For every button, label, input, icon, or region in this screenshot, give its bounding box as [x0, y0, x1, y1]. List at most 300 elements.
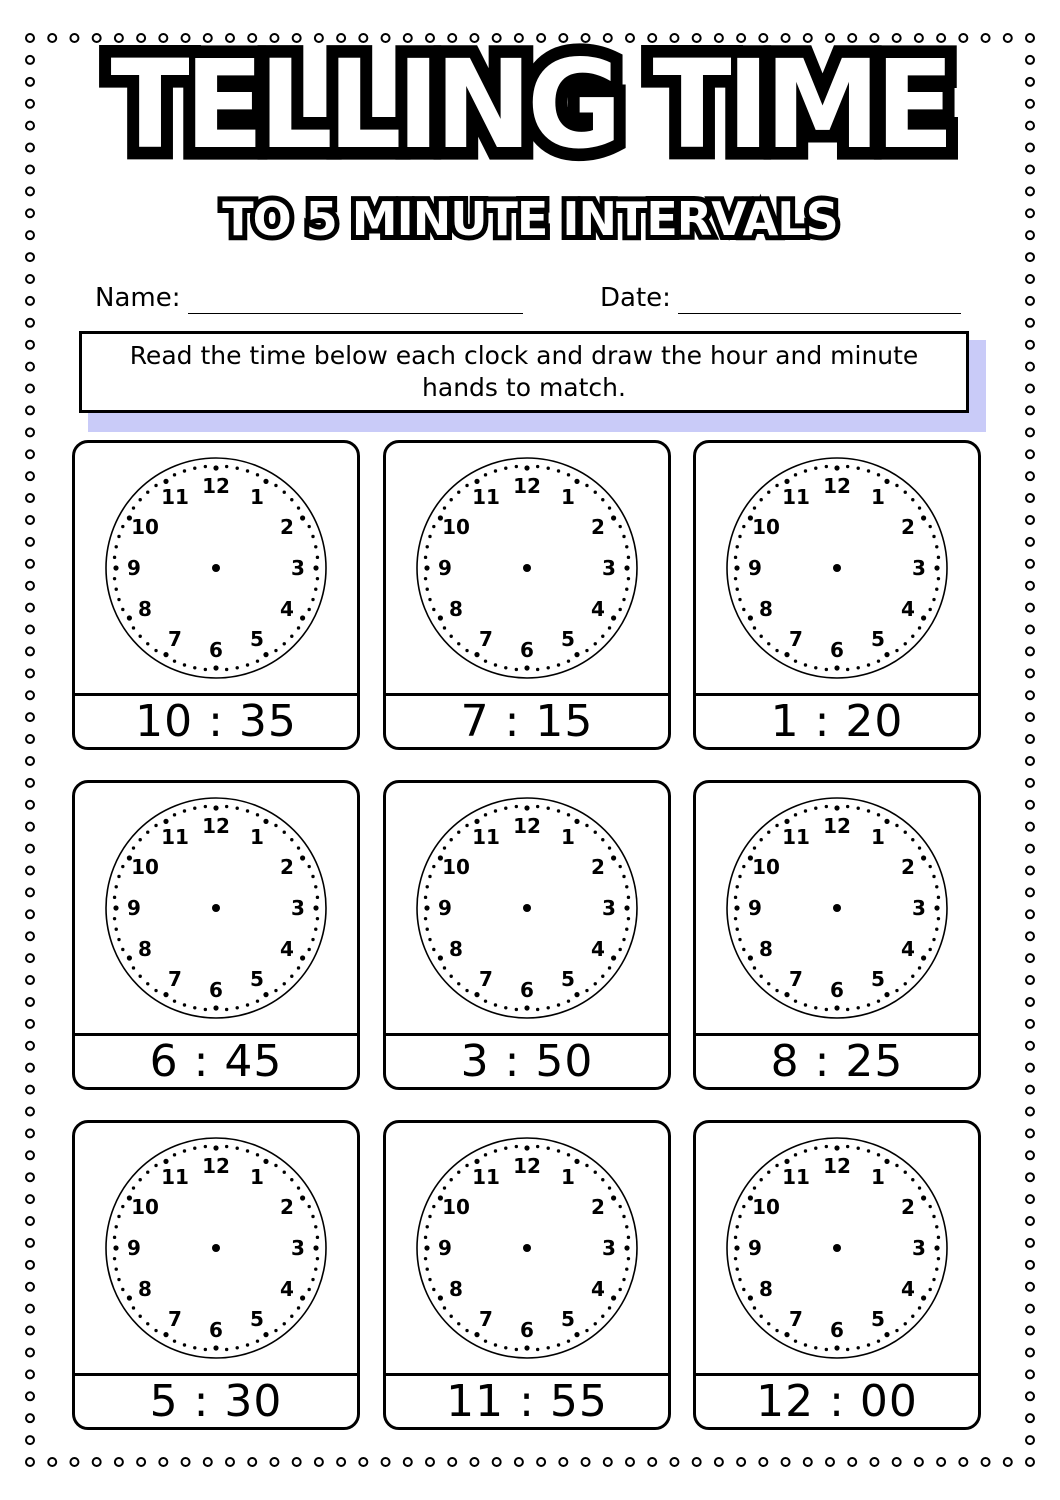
minute-tick — [183, 1003, 186, 1006]
minute-tick — [154, 1329, 157, 1332]
hour-tick — [424, 905, 429, 910]
minute-tick — [428, 1215, 431, 1218]
clock-number: 12 — [202, 1154, 230, 1178]
hour-tick — [213, 465, 218, 470]
minute-tick — [515, 1145, 518, 1148]
clock-number: 10 — [131, 1195, 159, 1219]
minute-tick — [585, 1164, 588, 1167]
clock-number: 4 — [901, 597, 915, 621]
minute-tick — [618, 608, 621, 611]
minute-tick — [424, 1236, 427, 1239]
hour-tick — [127, 1295, 132, 1300]
minute-tick — [117, 598, 120, 601]
minute-tick — [193, 1147, 196, 1150]
minute-tick — [935, 588, 938, 591]
minute-tick — [904, 830, 907, 833]
hour-tick — [300, 955, 305, 960]
minute-tick — [734, 1257, 737, 1260]
name-line[interactable] — [188, 313, 523, 314]
minute-tick — [911, 975, 914, 978]
minute-tick — [557, 1149, 560, 1152]
minute-tick — [738, 875, 741, 878]
hour-tick — [213, 1005, 218, 1010]
minute-tick — [256, 1339, 259, 1342]
minute-tick — [567, 1339, 570, 1342]
minute-tick — [904, 490, 907, 493]
minute-tick — [736, 928, 739, 931]
clock-number: 5 — [871, 627, 885, 652]
time-label: 1 : 20 — [770, 696, 904, 747]
minute-tick — [449, 1315, 452, 1318]
clock-number: 1 — [250, 1164, 264, 1189]
minute-tick — [547, 1006, 550, 1009]
minute-tick — [113, 896, 116, 899]
clock-number: 4 — [280, 597, 294, 621]
clock-number: 4 — [901, 937, 915, 961]
clock-number: 1 — [871, 484, 885, 509]
clock-drawing-area[interactable] — [696, 783, 978, 1033]
minute-tick — [146, 1170, 149, 1173]
minute-tick — [316, 896, 319, 899]
minute-tick — [428, 875, 431, 878]
hour-tick — [113, 905, 118, 910]
minute-tick — [274, 649, 277, 652]
clock-number: 1 — [250, 824, 264, 849]
minute-tick — [443, 966, 446, 969]
hour-tick — [300, 1295, 305, 1300]
hour-tick — [263, 1159, 268, 1164]
minute-tick — [183, 1343, 186, 1346]
minute-tick — [426, 545, 429, 548]
clock-number: 9 — [748, 896, 762, 920]
minute-tick — [121, 608, 124, 611]
minute-tick — [937, 1236, 940, 1239]
minute-tick — [113, 556, 116, 559]
hour-tick — [574, 819, 579, 824]
time-box — [386, 693, 668, 747]
minute-tick — [246, 809, 249, 812]
clock-number: 10 — [131, 515, 159, 539]
minute-tick — [734, 1236, 737, 1239]
clock-number: 6 — [209, 638, 223, 662]
minute-tick — [297, 1306, 300, 1309]
minute-tick — [928, 1288, 931, 1291]
minute-tick — [154, 824, 157, 827]
hour-tick — [574, 652, 579, 657]
clock-number: 9 — [127, 556, 141, 580]
minute-tick — [173, 659, 176, 662]
clock-number: 3 — [602, 1236, 616, 1260]
hour-tick — [300, 615, 305, 620]
minute-tick — [494, 469, 497, 472]
clock-number: 7 — [789, 1307, 803, 1332]
minute-tick — [504, 467, 507, 470]
minute-tick — [307, 1205, 310, 1208]
minute-tick — [928, 608, 931, 611]
minute-tick — [742, 865, 745, 868]
minute-tick — [804, 1149, 807, 1152]
hour-tick — [313, 905, 318, 910]
hour-tick — [524, 665, 529, 670]
clock-drawing-area[interactable] — [696, 1123, 978, 1373]
minute-tick — [154, 649, 157, 652]
hour-tick — [748, 955, 753, 960]
minute-tick — [804, 809, 807, 812]
minute-tick — [274, 1164, 277, 1167]
minute-tick — [594, 1170, 597, 1173]
minute-tick — [225, 668, 228, 671]
clock-number: 4 — [280, 937, 294, 961]
clock-number: 12 — [823, 1154, 851, 1178]
minute-tick — [225, 1145, 228, 1148]
clock-card — [693, 440, 981, 750]
minute-tick — [594, 642, 597, 645]
minute-tick — [297, 506, 300, 509]
minute-tick — [311, 875, 314, 878]
minute-tick — [867, 1149, 870, 1152]
minute-tick — [742, 1288, 745, 1291]
minute-tick — [918, 846, 921, 849]
clock-number: 3 — [602, 556, 616, 580]
minute-tick — [424, 896, 427, 899]
hour-tick — [884, 652, 889, 657]
minute-tick — [290, 1178, 293, 1181]
minute-tick — [608, 1186, 611, 1189]
clock-drawing-area[interactable] — [75, 1123, 357, 1373]
hour-tick — [624, 905, 629, 910]
time-label: 12 : 00 — [756, 1376, 918, 1427]
minute-tick — [736, 1225, 739, 1228]
minute-tick — [904, 642, 907, 645]
minute-tick — [585, 649, 588, 652]
hour-tick — [574, 1332, 579, 1337]
minute-tick — [316, 1236, 319, 1239]
minute-tick — [911, 635, 914, 638]
minute-tick — [585, 824, 588, 827]
clock-center-dot — [523, 904, 531, 912]
clock-number: 1 — [871, 1164, 885, 1189]
clock-number: 11 — [782, 824, 810, 849]
hour-tick — [884, 819, 889, 824]
minute-tick — [877, 813, 880, 816]
minute-tick — [608, 506, 611, 509]
minute-tick — [618, 525, 621, 528]
minute-tick — [622, 535, 625, 538]
hour-tick — [263, 1332, 268, 1337]
minute-tick — [536, 465, 539, 468]
hour-tick — [611, 515, 616, 520]
minute-tick — [625, 885, 628, 888]
minute-tick — [449, 635, 452, 638]
minute-tick — [846, 1145, 849, 1148]
clock-number: 6 — [520, 638, 534, 662]
hour-tick — [784, 819, 789, 824]
minute-tick — [311, 1215, 314, 1218]
clock-number: 3 — [291, 556, 305, 580]
clock-number: 12 — [513, 1154, 541, 1178]
minute-tick — [775, 649, 778, 652]
minute-tick — [426, 588, 429, 591]
minute-tick — [121, 1205, 124, 1208]
minute-tick — [904, 1322, 907, 1325]
minute-tick — [494, 1343, 497, 1346]
minute-tick — [173, 999, 176, 1002]
date-field[interactable] — [600, 283, 671, 313]
hour-tick — [624, 565, 629, 570]
time-box — [696, 1033, 978, 1087]
minute-tick — [536, 805, 539, 808]
clock-number: 12 — [513, 814, 541, 838]
clock-face — [415, 1136, 639, 1360]
clock-drawing-area[interactable] — [386, 783, 668, 1033]
minute-tick — [311, 535, 314, 538]
hour-tick — [263, 992, 268, 997]
minute-tick — [484, 473, 487, 476]
clock-face — [415, 456, 639, 680]
hour-tick — [300, 1195, 305, 1200]
minute-tick — [825, 1348, 828, 1351]
clock-number: 7 — [479, 967, 493, 992]
clock-number: 10 — [442, 515, 470, 539]
minute-tick — [307, 525, 310, 528]
minute-tick — [515, 1348, 518, 1351]
hour-tick — [474, 1159, 479, 1164]
minute-tick — [311, 598, 314, 601]
minute-tick — [256, 1153, 259, 1156]
minute-tick — [857, 467, 860, 470]
clock-drawing-area[interactable] — [386, 1123, 668, 1373]
minute-tick — [918, 1306, 921, 1309]
minute-tick — [173, 1153, 176, 1156]
minute-tick — [193, 1346, 196, 1349]
clock-number: 5 — [561, 967, 575, 992]
clock-drawing-area[interactable] — [75, 443, 357, 693]
minute-tick — [904, 982, 907, 985]
hour-tick — [734, 905, 739, 910]
minute-tick — [804, 469, 807, 472]
minute-tick — [307, 608, 310, 611]
clock-number: 6 — [520, 978, 534, 1002]
clock-drawing-area[interactable] — [696, 443, 978, 693]
hour-tick — [884, 1159, 889, 1164]
minute-tick — [627, 577, 630, 580]
hour-tick — [611, 855, 616, 860]
hour-tick — [163, 819, 168, 824]
minute-tick — [627, 1257, 630, 1260]
minute-tick — [193, 807, 196, 810]
clock-number: 3 — [912, 556, 926, 580]
clock-number: 8 — [449, 937, 463, 961]
minute-tick — [428, 1278, 431, 1281]
minute-tick — [932, 535, 935, 538]
minute-tick — [557, 809, 560, 812]
hour-tick — [921, 855, 926, 860]
minute-tick — [814, 666, 817, 669]
minute-tick — [767, 982, 770, 985]
minute-tick — [895, 824, 898, 827]
minute-tick — [753, 846, 756, 849]
clock-number: 10 — [131, 855, 159, 879]
minute-tick — [825, 1145, 828, 1148]
minute-tick — [738, 1215, 741, 1218]
minute-tick — [515, 668, 518, 671]
minute-tick — [283, 982, 286, 985]
minute-tick — [316, 577, 319, 580]
hour-tick — [834, 665, 839, 670]
clock-drawing-area[interactable] — [386, 443, 668, 693]
minute-tick — [928, 948, 931, 951]
clock-number: 2 — [280, 1195, 294, 1219]
clock-drawing-area[interactable] — [75, 783, 357, 1033]
minute-tick — [115, 928, 118, 931]
clock-number: 4 — [591, 597, 605, 621]
minute-tick — [484, 1339, 487, 1342]
hour-tick — [784, 1159, 789, 1164]
clock-number: 8 — [759, 597, 773, 621]
minute-tick — [846, 465, 849, 468]
minute-tick — [146, 490, 149, 493]
minute-tick — [794, 1153, 797, 1156]
minute-tick — [536, 1008, 539, 1011]
minute-tick — [767, 830, 770, 833]
hour-tick — [834, 1005, 839, 1010]
clock-number: 5 — [871, 967, 885, 992]
clock-number: 9 — [748, 1236, 762, 1260]
hour-tick — [921, 1195, 926, 1200]
name-field[interactable] — [95, 283, 180, 313]
clock-number: 10 — [752, 515, 780, 539]
clock-number: 11 — [161, 824, 189, 849]
time-box — [75, 1033, 357, 1087]
clock-face — [104, 1136, 328, 1360]
minute-tick — [911, 1315, 914, 1318]
minute-tick — [601, 498, 604, 501]
clock-number: 6 — [830, 1318, 844, 1342]
minute-tick — [794, 999, 797, 1002]
minute-tick — [753, 1306, 756, 1309]
minute-tick — [236, 666, 239, 669]
minute-tick — [138, 498, 141, 501]
clock-number: 10 — [442, 855, 470, 879]
minute-tick — [132, 506, 135, 509]
minute-tick — [622, 938, 625, 941]
minute-tick — [846, 1008, 849, 1011]
minute-tick — [465, 484, 468, 487]
clock-number: 2 — [591, 515, 605, 539]
minute-tick — [113, 917, 116, 920]
minute-tick — [918, 506, 921, 509]
minute-tick — [504, 1346, 507, 1349]
clock-number: 3 — [912, 1236, 926, 1260]
minute-tick — [283, 830, 286, 833]
date-line[interactable] — [678, 313, 961, 314]
minute-tick — [867, 1343, 870, 1346]
hour-tick — [474, 819, 479, 824]
clock-number: 5 — [561, 1307, 575, 1332]
minute-tick — [457, 490, 460, 493]
minute-tick — [567, 473, 570, 476]
hour-tick — [127, 615, 132, 620]
minute-tick — [557, 663, 560, 666]
minute-tick — [138, 838, 141, 841]
clock-number: 7 — [789, 967, 803, 992]
minute-tick — [618, 865, 621, 868]
minute-tick — [804, 663, 807, 666]
minute-tick — [935, 1225, 938, 1228]
clock-number: 6 — [830, 978, 844, 1002]
minute-tick — [314, 545, 317, 548]
time-box — [696, 1373, 978, 1427]
clock-card — [383, 1120, 671, 1430]
hour-tick — [611, 955, 616, 960]
clock-center-dot — [212, 904, 220, 912]
hour-tick — [834, 465, 839, 470]
clock-card — [693, 780, 981, 1090]
hour-tick — [524, 1345, 529, 1350]
time-box — [75, 1373, 357, 1427]
minute-tick — [804, 1003, 807, 1006]
hour-tick — [213, 665, 218, 670]
minute-tick — [846, 1348, 849, 1351]
clock-number: 3 — [912, 896, 926, 920]
clock-number: 12 — [202, 814, 230, 838]
minute-tick — [297, 1186, 300, 1189]
minute-tick — [736, 1268, 739, 1271]
minute-tick — [935, 545, 938, 548]
minute-tick — [594, 1322, 597, 1325]
minute-tick — [225, 465, 228, 468]
minute-tick — [895, 484, 898, 487]
minute-tick — [622, 598, 625, 601]
minute-tick — [115, 588, 118, 591]
hour-tick — [524, 1005, 529, 1010]
hour-tick — [748, 1295, 753, 1300]
time-box — [696, 693, 978, 747]
minute-tick — [825, 465, 828, 468]
minute-tick — [274, 1329, 277, 1332]
hour-tick — [113, 1245, 118, 1250]
minute-tick — [794, 813, 797, 816]
clock-center-dot — [833, 1244, 841, 1252]
minute-tick — [895, 1329, 898, 1332]
minute-tick — [895, 649, 898, 652]
minute-tick — [424, 917, 427, 920]
minute-tick — [428, 535, 431, 538]
hour-tick — [784, 479, 789, 484]
minute-tick — [767, 490, 770, 493]
minute-tick — [121, 865, 124, 868]
minute-tick — [932, 598, 935, 601]
minute-tick — [608, 626, 611, 629]
clock-card — [383, 780, 671, 1090]
minute-tick — [121, 948, 124, 951]
minute-tick — [443, 506, 446, 509]
minute-tick — [117, 938, 120, 941]
clock-number: 7 — [479, 1307, 493, 1332]
minute-tick — [314, 1268, 317, 1271]
minute-tick — [738, 1278, 741, 1281]
clock-face — [725, 796, 949, 1020]
minute-tick — [895, 1164, 898, 1167]
clock-number: 2 — [591, 1195, 605, 1219]
hour-tick — [424, 565, 429, 570]
clock-number: 6 — [520, 1318, 534, 1342]
minute-tick — [846, 668, 849, 671]
clock-number: 10 — [752, 1195, 780, 1219]
minute-tick — [115, 545, 118, 548]
minute-tick — [173, 813, 176, 816]
minute-tick — [274, 824, 277, 827]
